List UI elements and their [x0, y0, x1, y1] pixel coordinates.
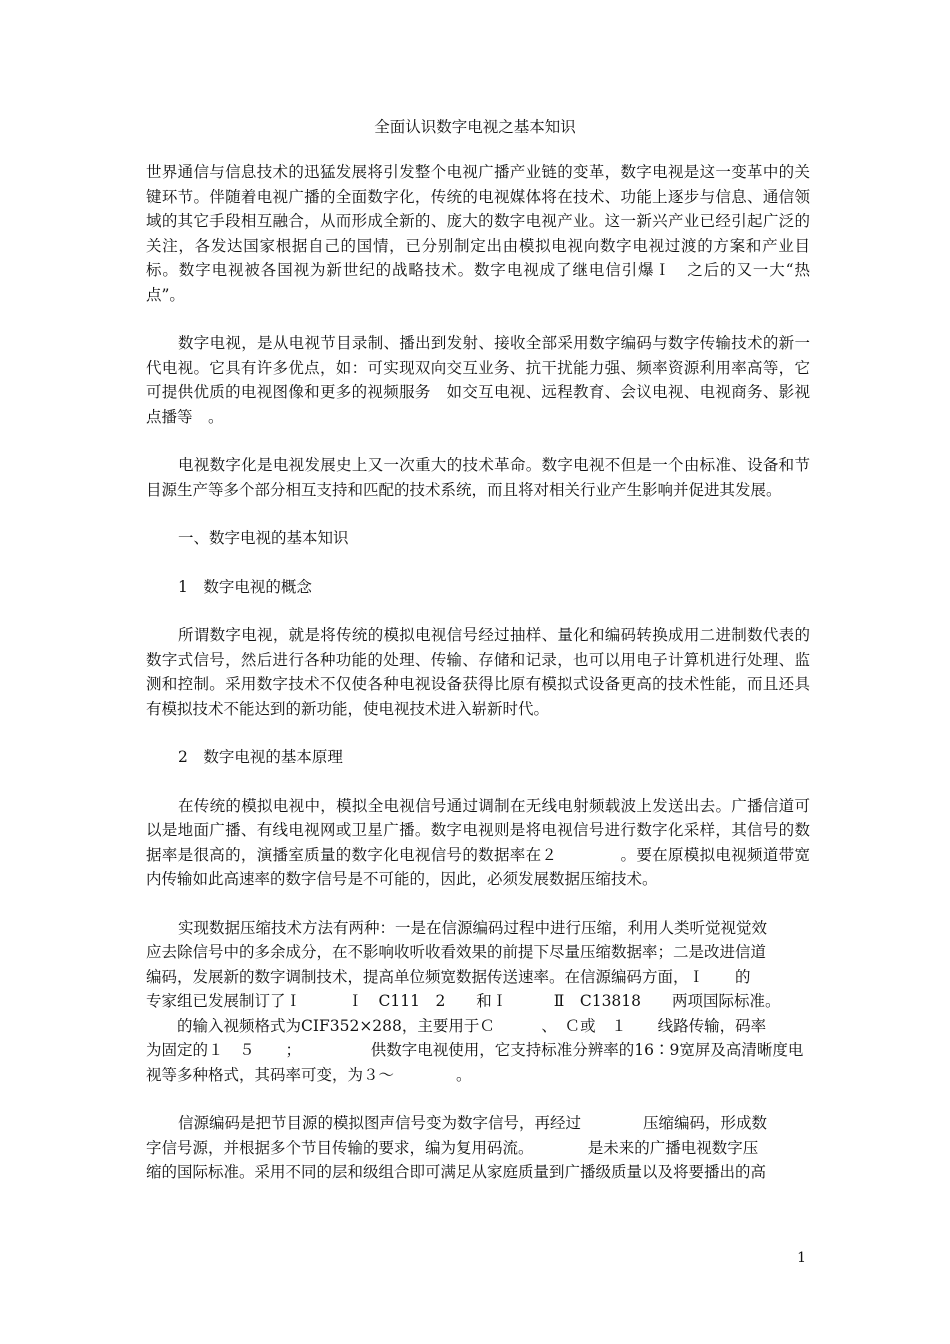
text-line: 应去除信号中的多余成分，在不影响收听收看效果的前提下尽量压缩数据率；二是改进信道 [146, 943, 767, 961]
text-line: 专家组已发展制订了Ｉ Ｉ C111 2 和Ｉ Ⅱ C13818 两项国际标准。 [146, 992, 781, 1010]
subheading-concept: 1 数字电视的概念 [178, 577, 312, 596]
text-line: 字信号源，并根据多个节目传输的要求，编为复用码流。 是未来的广播电视数字压 [146, 1138, 759, 1157]
text-line: 实现数据压缩技术方法有两种：一是在信源编码过程中进行压缩，利用人类听觉视觉效 [178, 918, 768, 937]
text-line: 视等多种格式，其码率可变，为３～ 。 [146, 1065, 472, 1084]
text-line: 编码，发展新的数字调制技术，提高单位频宽数据传送速率。在信源编码方面，Ｉ 的 [146, 967, 751, 986]
paragraph-intro: 世界通信与信息技术的迅猛发展将引发整个电视广播产业链的变革，数字电视是这一变革中的关键环节。伴随着电视广播的全面数字化，传统的电视媒体将在技术、功能上逐步与信息、通信领域的其它手段相互融合，从而形成全新的、庞大的数字电视产业。这一新兴产业已经引起广泛的关注，各发达国家根据自己的国情，已分别制定出由模拟电视向数字电视过渡的方案和产业目标。数字电视被各国视为新世纪的战略技术。数字电视成了继电信引爆Ｉ 之后的又一大“热点”。 [146, 163, 810, 304]
section-heading-basic-knowledge: 一、数字电视的基本知识 [178, 529, 349, 547]
text-line: 的输入视频格式为CIF352×288，主要用于Ｃ 、 Ｃ或 １ 线路传输，码率 [146, 1016, 767, 1035]
paragraph-source-coding [146, 1111, 810, 1185]
text-line: 缩的国际标准。采用不同的层和级组合即可满足从家庭质量到广播级质量以及将要播出的高 [146, 1163, 767, 1181]
document-title: 全面认识数字电视之基本知识 [374, 118, 576, 136]
document-body [146, 160, 810, 1209]
text-line: 为固定的１ ５ ； 供数字电视使用，它支持标准分辨率的16∶9宽屏及高清晰度电 [146, 1041, 804, 1059]
paragraph-compression [146, 916, 810, 1088]
paragraph-definition: 数字电视，是从电视节目录制、播出到发射、接收全部采用数字编码与数字传输技术的新一代电视。它具有许多优点，如：可实现双向交互业务、抗干扰能力强、频率资源利用率高等，它可提供优质的电视图像和更多的视频服务 如交互电视、远程教育、会议电视、电视商务、影视点播等 。 [146, 334, 810, 426]
text-line: 信源编码是把节目源的模拟图声信号变为数字信号，再经过 压缩编码，形成数 [178, 1114, 768, 1132]
paragraph-revolution: 电视数字化是电视发展史上又一次重大的技术革命。数字电视不但是一个由标准、设备和节目源生产等多个部分相互支持和匹配的技术系统，而且将对相关行业产生影响并促进其发展。 [146, 456, 810, 499]
paragraph-concept: 所谓数字电视，就是将传统的模拟电视信号经过抽样、量化和编码转换成用二进制数代表的数字式信号，然后进行各种功能的处理、传输、存储和记录，也可以用电子计算机进行处理、监测和控制。采用数字技术不仅使各种电视设备获得比原有模拟式设备更高的技术性能，而且还具有模拟技术不能达到的新功能，使电视技术进入崭新时代。 [146, 626, 810, 718]
paragraph-principle: 在传统的模拟电视中，模拟全电视信号通过调制在无线电射频载波上发送出去。广播信道可以是地面广播、有线电视网或卫星广播。数字电视则是将电视信号进行数字化采样，其信号的数据率是很高的，演播室质量的数字化电视信号的数据率在２ 。要在原模拟电视频道带宽内传输如此高速率的数字信号是不可能的，因此，必须发展数据压缩技术。 [146, 796, 810, 888]
subheading-principle: 2 数字电视的基本原理 [178, 748, 343, 766]
page-number: 1 [797, 1250, 806, 1266]
